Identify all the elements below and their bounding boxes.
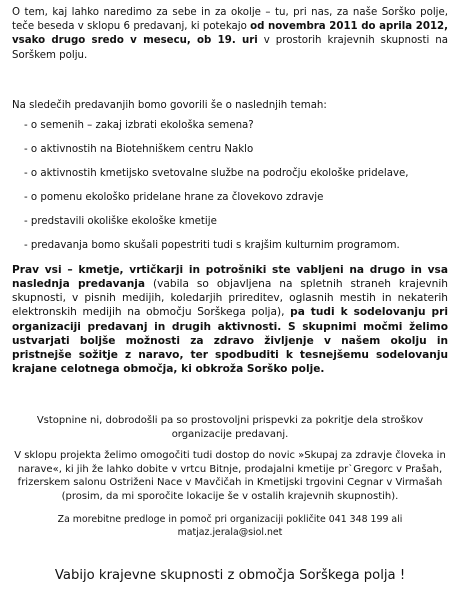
project-news-note: V sklopu projekta želimo omogočiti tudi dostop do novic »Skupaj za zdravje človeka in narave«, ki jih že lahko dobite v vrtcu Bitnje, prodajalni kmetije pr`Gregorc v Prašah, frizerskem salonu Ostriženi Nace v Mavčičah in Kmetijski trgovini Cegnar v Virmašah (prosim, da mi sporočite lokacije še v ostalih krajevnih skupnostih). [14, 450, 446, 502]
topic-item: - predstavili okoliške ekološke kmetije [24, 215, 217, 227]
topics-list [12, 119, 448, 253]
topics-heading: Na sledečih predavanjih bomo govorili še o naslednjih temah: [12, 99, 327, 111]
topic-item: - o semenih – zakaj izbrati ekološka semena? [24, 119, 254, 131]
topic-item: - o aktivnostih na Biotehniškem centru Naklo [24, 143, 254, 155]
topic-item: - o pomenu ekološko pridelane hrane za človekovo zdravje [24, 191, 324, 203]
topic-item: - o aktivnostih kmetijsko svetovalne službe na področju ekološke pridelave, [24, 167, 409, 179]
intro-text: O tem, kaj lahko naredimo za sebe in za okolje – tu, pri nas, za naše Sorško polje, teče beseda v sklopu 6 predavanj, ki potekajo [12, 7, 448, 33]
closing-line: Vabijo krajevne skupnosti z območja Sorškega polja ! [54, 568, 406, 583]
intro-location-text: v prostorih krajevnih skupnosti na Sorškem polju. [12, 35, 449, 61]
contact-line: Za morebitne predloge in pomoč pri organizaciji pokličite 041 348 199 ali matjaz.jerala@siol.net [57, 514, 403, 539]
intro-paragraph [12, 6, 448, 63]
topic-item: - predavanja bomo skušali popestriti tudi s krajšim kulturnim programom. [24, 239, 400, 251]
intro-schedule-bold: od novembra 2011 do aprila 2012, vsako drugo sredo v mesecu, ob 19. uri [12, 21, 448, 47]
invitation-paragraph [12, 263, 448, 377]
invitation-bold-lead: Prav vsi – kmetje, vrtičkarji in potrošniki ste vabljeni na drugo in vsa naslednja predavanja [12, 263, 448, 291]
invitation-bold-cooperation: pa tudi k sodelovanju pri organizaciji predavanj in drugih aktivnosti. S skupnimi močmi želimo ustvarjati boljše možnosti za zdravo življenje v našem okolju in pristnejše sožitje z naravo, ter spodbuditi k tesnejšemu sodelovanju krajane celotnega območja, ki obkroža Sorško polje. [12, 306, 448, 376]
invitation-media-text: (vabila so objavljena na spletnih straneh krajevnih skupnosti, v pisnih medijih, koledarjih prireditev, oglasnih mestih in nekaterih elektronskih medijih na območju Sorškega polja), [12, 278, 448, 319]
entry-fee-note: Vstopnine ni, dobrodošli pa so prostovoljni prispevki za pokritje dela stroškov organizacije predavanj. [36, 415, 424, 440]
